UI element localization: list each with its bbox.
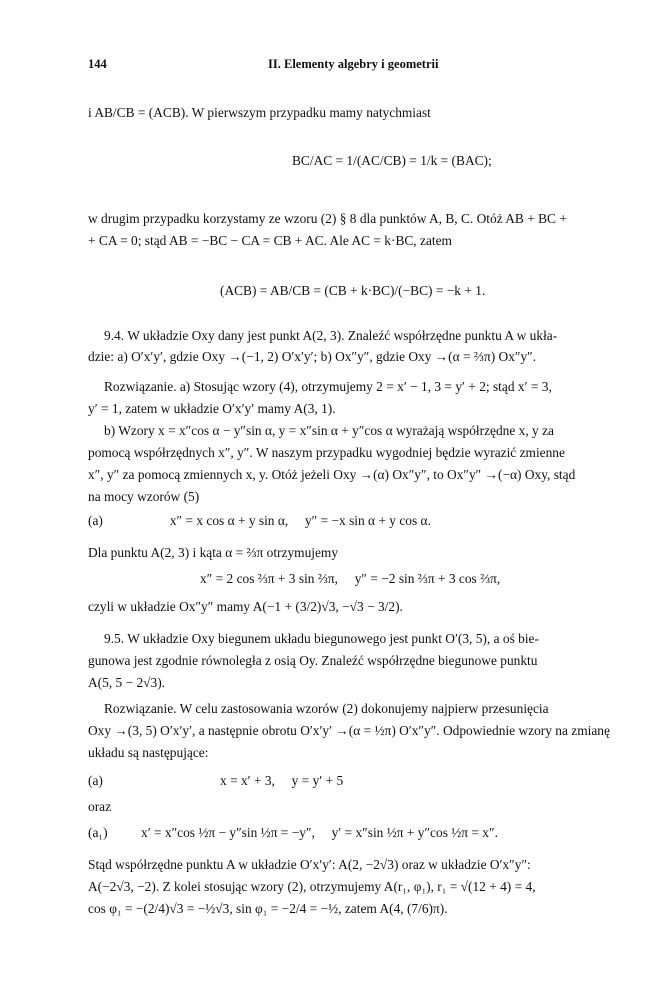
text-line: x″, y″ za pomocą zmiennych x, y. Otóż jeżeli Oxy →(α) Ox″y″, to Ox″y″ →(−α) Oxy, stąd xyxy=(88,467,576,482)
formula-line: x″ = 2 cos ⅔π + 3 sin ⅔π, y″ = −2 sin ⅔π + 3 cos ⅔π, xyxy=(200,571,501,586)
text-line: i AB/CB = (ACB). W pierwszym przypadku mamy natychmiast xyxy=(88,105,431,120)
formula-line: (a) x″ = x cos α + y sin α, y″ = −x sin α + y cos α. xyxy=(88,513,431,528)
formula-line: (a) x = x′ + 3, y = y′ + 5 xyxy=(88,773,344,788)
text-line: gunowa jest zgodnie równoległa z osią Oy. Znaleźć współrzędne biegunowe punktu xyxy=(88,653,538,668)
text-line: b) Wzory x = x″cos α − y″sin α, y = x″sin α + y″cos α wyrażają współrzędne x, y za xyxy=(104,423,554,438)
text-line: w drugim przypadku korzystamy ze wzoru (2) § 8 dla punktów A, B, C. Otóż AB + BC + xyxy=(88,211,567,226)
solution-line: Rozwiązanie. a) Stosując wzory (4), otrzymujemy 2 = x′ − 1, 3 = y′ + 2; stąd x′ = 3, xyxy=(104,379,552,394)
solution-line: Rozwiązanie. W celu zastosowania wzorów (2) dokonujemy najpierw przesunięcia xyxy=(104,701,549,716)
problem-9-4-line: 9.4. W układzie Oxy dany jest punkt A(2, 3). Znaleźć współrzędne punktu A w ukła- xyxy=(104,328,558,343)
text-line: + CA = 0; stąd AB = −BC − CA = CB + AC. Ale AC = k·BC, zatem xyxy=(88,233,452,248)
formula-line: BC/AC = 1/(AC/CB) = 1/k = (BAC); xyxy=(292,153,492,168)
problem-9-5-line: 9.5. W układzie Oxy biegunem układu biegunowego jest punkt O′(3, 5), a oś bie- xyxy=(104,631,539,646)
text-line: cos φ₁ = −(2/4)√3 = −½√3, sin φ₁ = −2/4 = −½, zatem A(4, (7/6)π). xyxy=(88,901,448,916)
formula-line: (a₁) x′ = x″cos ½π − y″sin ½π = −y″, y′ = x″sin ½π + y″cos ½π = x″. xyxy=(88,825,498,840)
text-line: dzie: a) O′x′y′, gdzie Oxy →(−1, 2) O′x′y′; b) Ox″y″, gdzie Oxy →(α = ⅔π) Ox″y″. xyxy=(88,349,537,364)
page-number: 144 xyxy=(88,57,107,71)
text-line: pomocą współrzędnych x″, y″. W naszym przypadku wygodniej będzie wyrazić zmienne xyxy=(88,445,565,460)
text-line: czyli w układzie Ox″y″ mamy A(−1 + (3/2)√3, −√3 − 3/2). xyxy=(88,599,403,614)
text-line: oraz xyxy=(88,799,112,814)
text-line: Stąd współrzędne punktu A w układzie O′x′y′: A(2, −2√3) oraz w układzie O′x″y″: xyxy=(88,857,531,872)
text-line: A(5, 5 − 2√3). xyxy=(88,675,166,690)
text-line: Dla punktu A(2, 3) i kąta α = ⅔π otrzymujemy xyxy=(88,545,339,560)
text-line: y′ = 1, zatem w układzie O′x′y′ mamy A(3, 1). xyxy=(88,401,336,416)
formula-line: (ACB) = AB/CB = (CB + k·BC)/(−BC) = −k + 1. xyxy=(220,283,486,298)
text-line: układu są następujące: xyxy=(88,745,209,760)
text-line: na mocy wzorów (5) xyxy=(88,489,200,504)
section-title: II. Elementy algebry i geometrii xyxy=(268,57,439,71)
text-line: Oxy →(3, 5) O′x′y′, a następnie obrotu O′x′y′ →(α = ½π) O′x″y″. Odpowiednie wzory na zmianę xyxy=(88,723,610,738)
text-line: A(−2√3, −2). Z kolei stosując wzory (2), otrzymujemy A(r₁, φ₁), r₁ = √(12 + 4) = 4, xyxy=(88,879,536,894)
